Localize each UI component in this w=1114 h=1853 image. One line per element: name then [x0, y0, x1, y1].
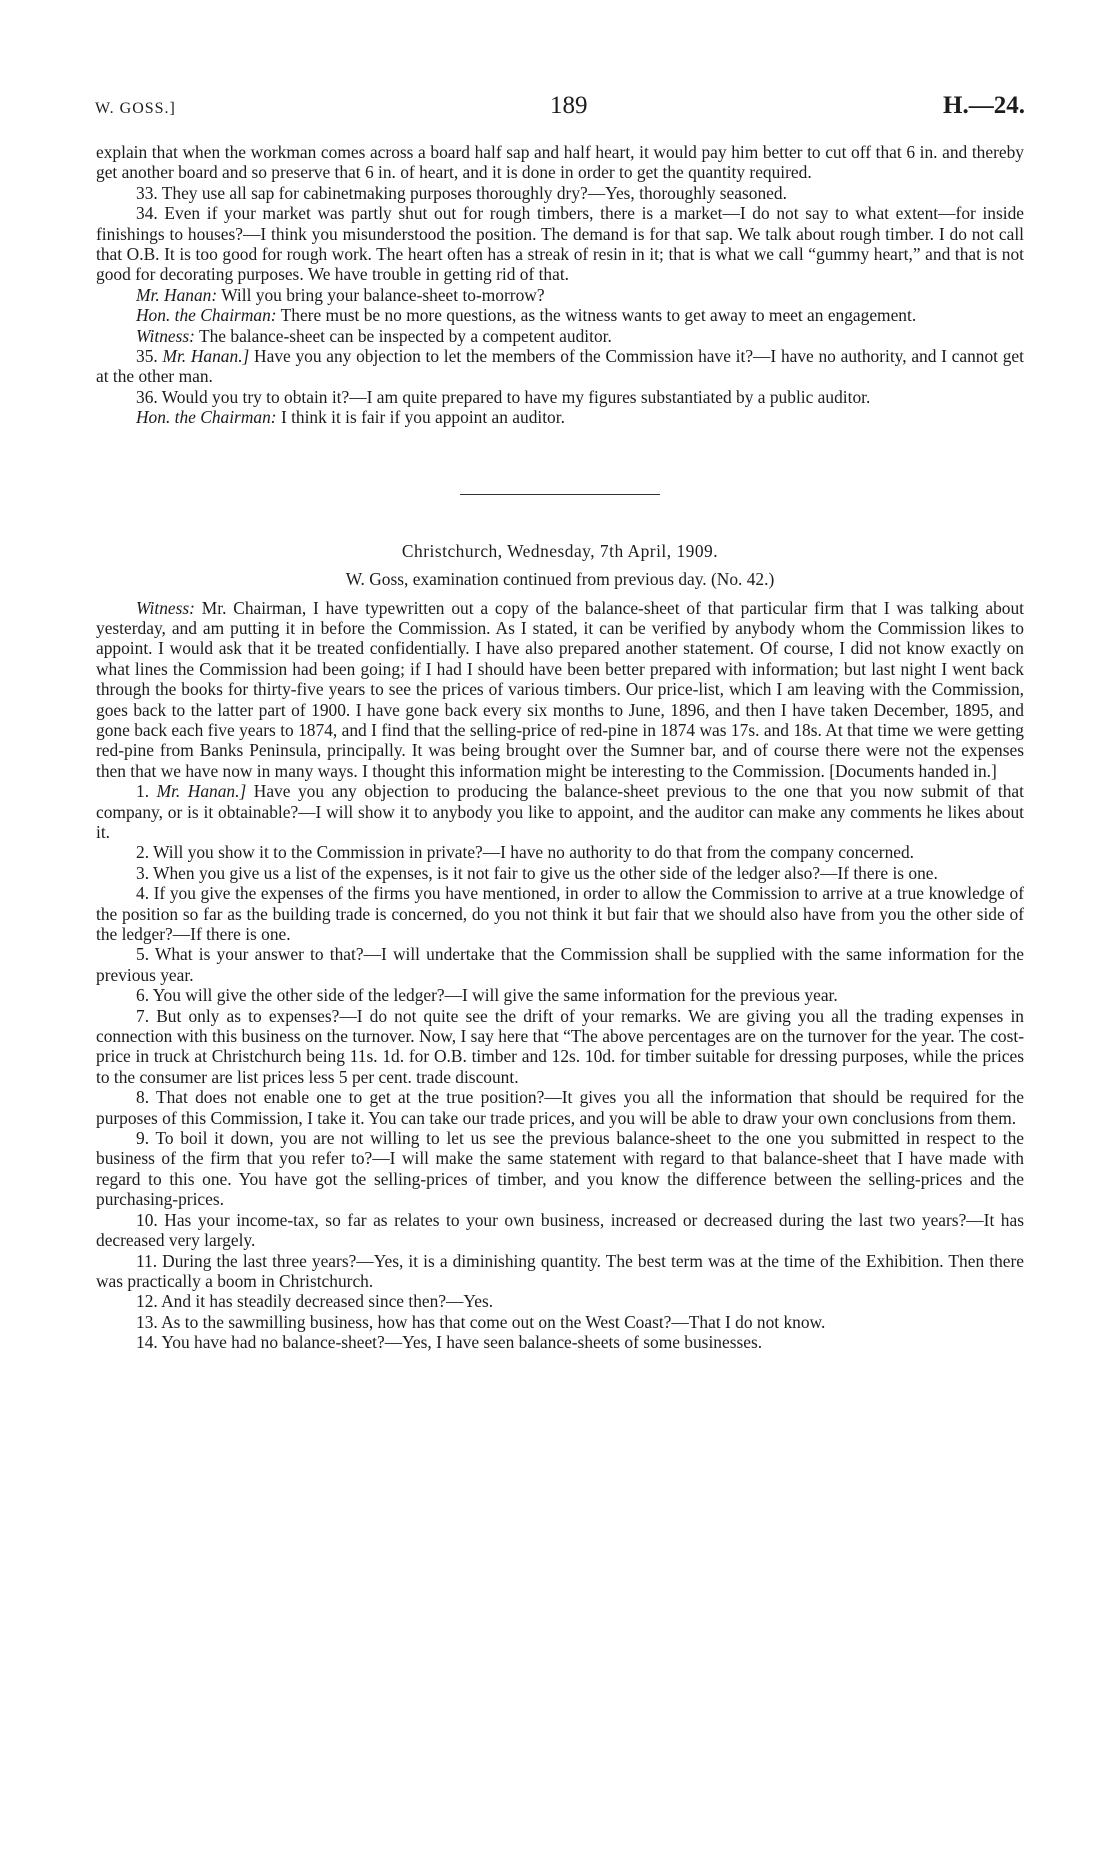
question-1 [96, 781, 1024, 842]
question-8: 8. That does not enable one to get at the true position?—It gives you all the information that should be required for the purposes of this Commission, I take it. You can take our trade prices, and you will be able to draw your own conclusions from them. [96, 1087, 1024, 1128]
question-text: Have you any objection to let the members of the Commission have it?—I have no authority, and I cannot get at the other man. [96, 346, 1024, 387]
question-12: 12. And it has steadily decreased since then?—Yes. [136, 1291, 494, 1312]
question-36: 36. Would you try to obtain it?—I am quite prepared to have my figures substantiated by a public auditor. [136, 386, 871, 407]
question-5: 5. What is your answer to that?—I will undertake that the Commission shall be supplied with the same information for the previous year. [96, 944, 1024, 985]
speaker-label: Mr. Hanan: [136, 284, 218, 305]
question-14: 14. You have had no balance-sheet?—Yes, I have seen balance-sheets of some businesses. [136, 1332, 763, 1353]
speaker-label: Hon. the Chairman: [136, 305, 277, 326]
witness-statement [96, 598, 1024, 782]
question-4: 4. If you give the expenses of the firms you have mentioned, in order to allow the Commission to arrive at a true knowledge of the position so far as the building trade is concerned, do you not think it but fair that we should also have from you the other side of the ledger?—If there is one. [96, 883, 1024, 944]
statement-text: Mr. Chairman, I have typewritten out a copy of the balance-sheet of that particular firm that I was talking about yesterday, and am putting it in before the Commission. As I stated, it can be verified by anybody whom the Commission likes to appoint. I would ask that it be treated confidentially. I have also prepared another statement. Of course, I did not know exactly on what lines the Commission had been going; if I had I should have been better prepared with information; but last night I went back through the books for thirty-five years to see the prices of various timbers. Our price-list, which I am leaving with the Commission, goes back to the latter part of 1900. I have gone back every six months to June, 1896, and then I have taken December, 1895, and gone back each five years to 1874, and I find that the selling-price of red-pine in 1874 was 17s. and 18s. At that time we were getting red-pine from Banks Peninsula, principally. It was being brought over the Sumner bar, and of course there were not the expenses then that we have now in many ways. I thought this information might be interesting to the Commission. [Documents handed in.] [96, 597, 1024, 781]
page-header [95, 86, 1025, 126]
question-number: 35. [136, 346, 158, 367]
page-body [96, 142, 1024, 1353]
question-2: 2. Will you show it to the Commission in private?—I have no authority to do that from the company concerned. [136, 842, 915, 863]
speaker-label: Hon. the Chairman: [136, 407, 277, 428]
remark-text: The balance-sheet can be inspected by a competent auditor. [198, 325, 612, 346]
question-34: 34. Even if your market was partly shut out for rough timbers, there is a market—I do not say to what extent—for inside finishings to houses?—I think you misunderstood the position. The demand is for that sap. We talk about rough timber. I do not call that O.B. It is too good for rough work. The heart often has a streak of resin in it; that is what we call “gummy heart,” and that is not good for decorating purposes. We have trouble in getting rid of that. [96, 203, 1024, 285]
chairman-remark [96, 407, 1024, 427]
question-6: 6. You will give the other side of the ledger?—I will give the same information for the previous year. [136, 985, 838, 1006]
chairman-remark [96, 305, 1024, 325]
witness-remark [96, 326, 1024, 346]
document-reference: H.—24. [943, 92, 1025, 119]
question-9: 9. To boil it down, you are not willing to let us see the previous balance-sheet to the one you submitted in respect to the business of the firm that you refer to?—I will make the same statement with regard to that balance-sheet that I have made with regard to this one. You have got the selling-prices of timber, and you know the difference between the selling-prices and the purchasing-prices. [96, 1128, 1024, 1210]
remark-text: There must be no more questions, as the witness wants to get away to meet an engagement. [280, 305, 917, 326]
question-text: Have you any objection to producing the balance-sheet previous to the one that you now submit of that company, or is it obtainable?—I will show it to anybody you like to appoint, and the auditor can make any comments he likes about it. [96, 781, 1024, 842]
question-35 [96, 346, 1024, 387]
section-divider [460, 494, 660, 495]
speaker-label: Witness: [136, 325, 195, 346]
question-10: 10. Has your income-tax, so far as relates to your own business, increased or decreased during the last two years?—It has decreased very largely. [96, 1209, 1024, 1251]
header-witness-name: W. GOSS.] [95, 100, 176, 117]
page-number: 189 [550, 92, 588, 119]
paragraph-continuation: explain that when the workman comes across a board half sap and half heart, it would pay him better to cut off that 6 in. and thereby get another board and so preserve that 6 in. of heart, and it is done in order to get the quantity required. [96, 142, 1024, 183]
question-33: 33. They use all sap for cabinetmaking purposes thoroughly dry?—Yes, thoroughly seasoned. [136, 182, 787, 203]
question-13: 13. As to the sawmilling business, how has that come out on the West Coast?—That I do not know. [136, 1311, 826, 1332]
hanan-remark [96, 285, 1024, 305]
session-subheading: W. Goss, examination continued from previous day. (No. 42.) [345, 569, 775, 590]
question-3: 3. When you give us a list of the expenses, is it not fair to give us the other side of the ledger also?—If there is one. [136, 862, 938, 883]
question-7: 7. But only as to expenses?—I do not quite see the drift of your remarks. We are giving you all the trading expenses in connection with this business on the turnover. Now, I say here that “The above percentages are on the turnover for the year. The cost-price in truck at Christchurch being 11s. 1d. for O.B. timber and 12s. 10d. for timber suitable for dressing purposes, while the prices to the consumer are list prices less 5 per cent. trade discount. [96, 1005, 1024, 1087]
session-heading: Christchurch, Wednesday, 7th April, 1909. [401, 540, 719, 561]
remark-text: I think it is fair if you appoint an auditor. [280, 407, 565, 428]
remark-text: Will you bring your balance-sheet to-morrow? [221, 284, 545, 305]
speaker-label: Witness: [136, 597, 195, 618]
question-number: 1. [136, 781, 150, 802]
speaker-label: Mr. Hanan.] [156, 781, 247, 802]
question-11: 11. During the last three years?—Yes, it is a diminishing quantity. The best term was at the time of the Exhibition. Then there was practically a boom in Christchurch. [96, 1250, 1024, 1291]
speaker-label: Mr. Hanan.] [162, 346, 250, 367]
